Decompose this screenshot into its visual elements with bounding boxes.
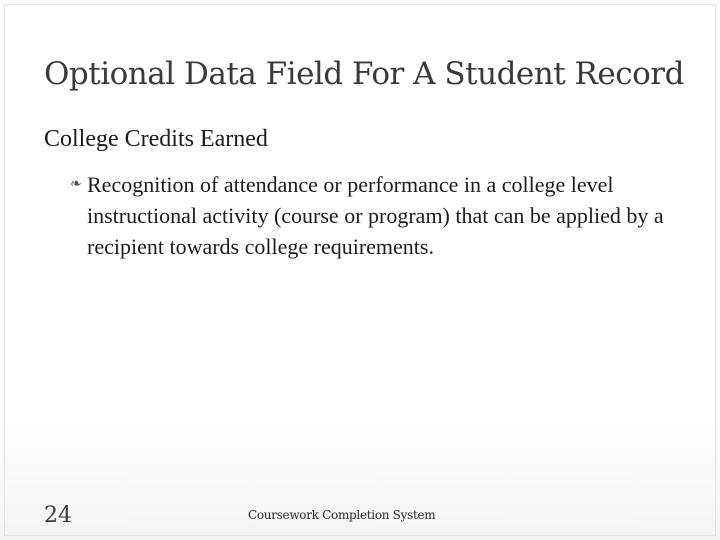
footer-text: Coursework Completion System xyxy=(248,508,436,522)
curl-bullet-icon: ❧ xyxy=(70,177,82,192)
heading-college-credits: College Credits Earned xyxy=(44,126,268,152)
slide-title: Optional Data Field For A Student Record xyxy=(44,56,684,92)
page-number: 24 xyxy=(44,503,72,528)
sub-bullet xyxy=(70,169,680,262)
sub-bullet-text: Recognition of attendance or performance in a college level instructional activity (course or program) that can be applied by a recipient towards college requirements. xyxy=(87,172,664,259)
